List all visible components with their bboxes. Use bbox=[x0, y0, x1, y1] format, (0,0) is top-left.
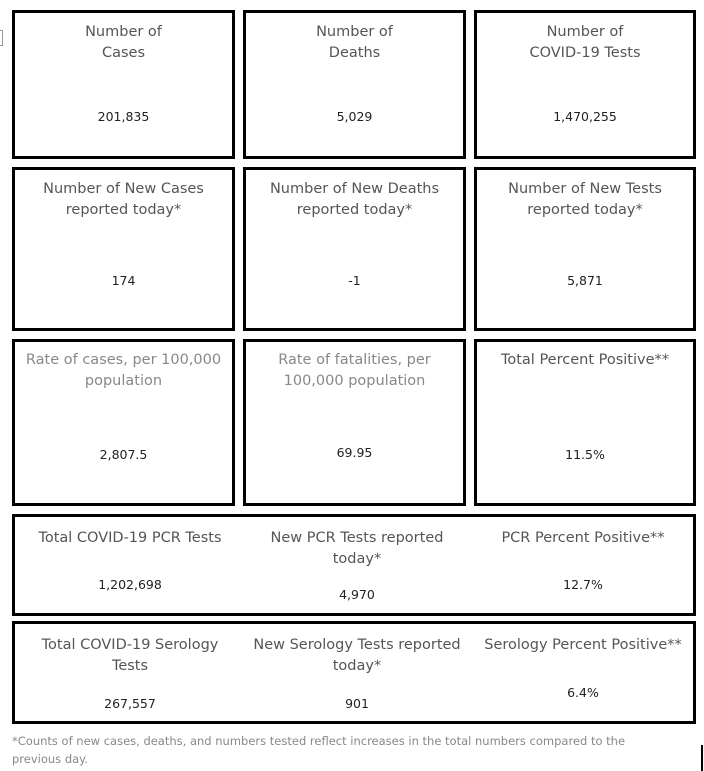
card-value: 901 bbox=[345, 696, 369, 711]
label-line: reported today* bbox=[527, 202, 643, 218]
card-label bbox=[246, 22, 463, 64]
card-pcr-tests bbox=[12, 514, 696, 616]
label-line: Tests bbox=[111, 658, 149, 674]
card-label bbox=[246, 350, 463, 392]
serology-new-column bbox=[242, 624, 472, 721]
card-label bbox=[15, 350, 232, 392]
card-new-tests bbox=[474, 167, 696, 331]
card-label bbox=[242, 528, 472, 570]
label-line: today* bbox=[332, 551, 382, 567]
card-number-of-deaths bbox=[243, 10, 466, 159]
card-value: 1,202,698 bbox=[98, 577, 162, 592]
label-line: population bbox=[84, 373, 163, 389]
footnote-line: previous day. bbox=[12, 752, 88, 766]
card-case-rate bbox=[12, 339, 235, 506]
card-label bbox=[15, 635, 245, 677]
card-value: 267,557 bbox=[104, 696, 156, 711]
card-value: 174 bbox=[111, 273, 136, 288]
label-line: Rate of cases, per 100,000 bbox=[25, 352, 222, 368]
card-number-of-tests bbox=[474, 10, 696, 159]
label-line: Cases bbox=[101, 45, 146, 61]
label-line: Number of bbox=[316, 24, 393, 40]
card-value: 5,029 bbox=[336, 109, 373, 124]
card-value: 4,970 bbox=[339, 587, 375, 602]
serology-positive-column bbox=[468, 624, 698, 721]
card-value: 6.4% bbox=[567, 685, 599, 700]
label-line: New Serology Tests reported bbox=[253, 637, 461, 653]
card-label bbox=[477, 22, 693, 64]
card-value: 12.7% bbox=[563, 577, 603, 592]
card-value: 201,835 bbox=[97, 109, 150, 124]
footnote-line: *Counts of new cases, deaths, and numbers tested reflect increases in the total numbers compared to the bbox=[12, 734, 626, 748]
pcr-positive-column bbox=[468, 517, 698, 613]
card-label bbox=[242, 635, 472, 677]
card-new-cases bbox=[12, 167, 235, 331]
label-line: reported today* bbox=[296, 202, 413, 218]
card-value: 11.5% bbox=[565, 447, 605, 462]
pcr-new-column bbox=[242, 517, 472, 613]
card-value: 2,807.5 bbox=[99, 447, 148, 462]
card-fatality-rate bbox=[243, 339, 466, 506]
card-serology-tests bbox=[12, 621, 696, 724]
label-line: Number of New Tests bbox=[508, 181, 662, 197]
label-line: Number of New Cases bbox=[43, 181, 204, 197]
card-value: -1 bbox=[348, 273, 361, 288]
label-line: PCR Percent Positive** bbox=[501, 530, 665, 546]
card-value: 1,470,255 bbox=[553, 109, 617, 124]
label-line: Rate of fatalities, per bbox=[278, 352, 431, 368]
label-line: New PCR Tests reported bbox=[270, 530, 444, 546]
card-number-of-cases bbox=[12, 10, 235, 159]
card-label bbox=[468, 528, 698, 549]
label-line: today* bbox=[332, 658, 382, 674]
label-line: COVID-19 Tests bbox=[529, 45, 641, 61]
label-line: Number of bbox=[85, 24, 162, 40]
card-label bbox=[246, 179, 463, 221]
card-label bbox=[15, 528, 245, 549]
card-new-deaths bbox=[243, 167, 466, 331]
label-line: reported today* bbox=[65, 202, 182, 218]
card-label bbox=[15, 179, 232, 221]
label-line: Total Percent Positive** bbox=[500, 352, 670, 368]
label-line: Total COVID-19 PCR Tests bbox=[38, 530, 222, 546]
label-line: 100,000 population bbox=[283, 373, 426, 389]
card-label bbox=[15, 22, 232, 64]
footnote bbox=[12, 732, 692, 768]
label-line: Number of bbox=[546, 24, 624, 40]
card-label bbox=[477, 179, 693, 221]
label-line: Serology Percent Positive** bbox=[484, 637, 682, 653]
pcr-total-column bbox=[15, 517, 245, 613]
serology-total-column bbox=[15, 624, 245, 721]
card-value: 69.95 bbox=[336, 445, 373, 460]
scroll-edge-marker bbox=[0, 30, 3, 46]
label-line: Deaths bbox=[328, 45, 381, 61]
label-line: Total COVID-19 Serology bbox=[41, 637, 219, 653]
card-label bbox=[477, 350, 693, 371]
label-line: Number of New Deaths bbox=[269, 181, 440, 197]
scroll-edge-marker bbox=[701, 745, 703, 771]
card-total-percent-positive bbox=[474, 339, 696, 506]
card-label bbox=[468, 635, 698, 656]
card-value: 5,871 bbox=[567, 273, 603, 288]
